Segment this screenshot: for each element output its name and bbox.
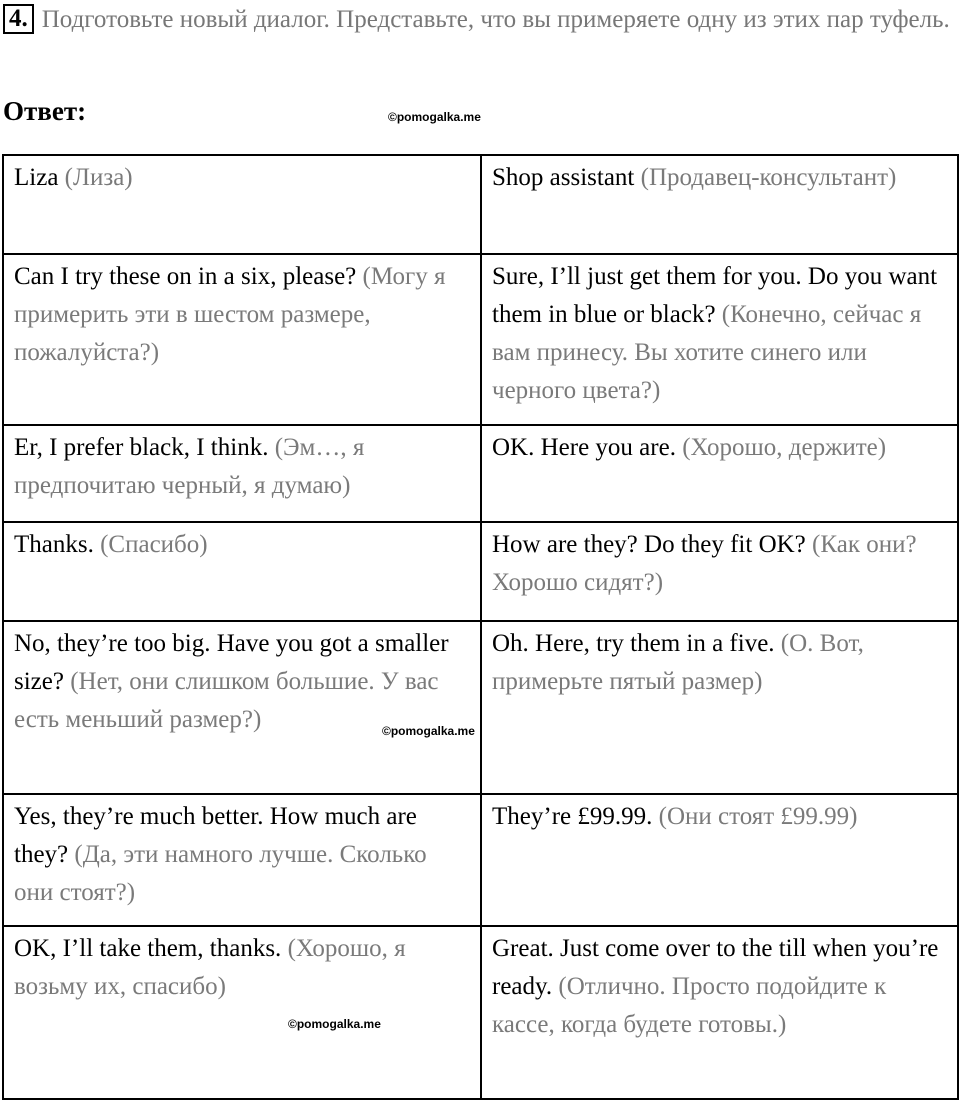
russian-translation: (Хорошо, держите)	[682, 434, 887, 461]
english-text: They’re £99.99.	[492, 803, 653, 830]
watermark: ©pomogalka.me	[388, 110, 481, 124]
russian-translation: (Лиза)	[64, 164, 133, 191]
table-row	[3, 155, 958, 254]
russian-translation: (О. Вот, примерьте пятый размер)	[492, 630, 864, 695]
dialog-table	[2, 154, 959, 1100]
assistant-line	[481, 522, 958, 621]
english-text: OK, I’ll take them, thanks.	[14, 935, 282, 962]
task-number: 4.	[3, 4, 34, 34]
english-text: No, they’re too big. Have you got a smaller size?	[14, 630, 449, 695]
table-row	[3, 794, 958, 926]
table-row	[3, 926, 958, 1099]
english-text: Yes, they’re much better. How much are they?	[14, 803, 417, 868]
russian-translation: (Они стоят £99.99)	[658, 803, 858, 830]
russian-translation: (Продавец-консультант)	[640, 164, 897, 191]
table-row	[3, 621, 958, 794]
assistant-line	[481, 254, 958, 425]
assistant-line	[481, 621, 958, 794]
speaker-cell-liza	[3, 155, 481, 254]
speaker-cell-shop-assistant	[481, 155, 958, 254]
task-instruction	[3, 2, 953, 38]
english-text: Sure, I’ll just get them for you. Do you want them in blue or black?	[492, 263, 938, 328]
english-text: Can I try these on in a six, please?	[14, 263, 357, 290]
liza-line	[3, 522, 481, 621]
russian-translation: (Да, эти намного лучше. Сколько они стоят?)	[14, 841, 427, 906]
assistant-line	[481, 425, 958, 522]
liza-line	[3, 254, 481, 425]
assistant-line	[481, 926, 958, 1099]
english-text: Thanks.	[14, 531, 94, 558]
english-text: Oh. Here, try them in a five.	[492, 630, 775, 657]
english-text: Shop assistant	[492, 164, 635, 191]
liza-line	[3, 794, 481, 926]
assistant-line	[481, 794, 958, 926]
russian-translation: (Спасибо)	[100, 531, 208, 558]
russian-translation: (Эм…, я предпочитаю черный, я думаю)	[14, 434, 365, 499]
table-row	[3, 425, 958, 522]
english-text: Er, I prefer black, I think.	[14, 434, 269, 461]
russian-translation: (Как они? Хорошо сидят?)	[492, 531, 917, 596]
task-text: Подготовьте новый диалог. Представьте, что вы примеряете одну из этих пар туфель.	[41, 6, 950, 33]
english-text: OK. Here you are.	[492, 434, 676, 461]
russian-translation: (Конечно, сейчас я вам принесу. Вы хотите синего или черного цвета?)	[492, 301, 922, 404]
english-text: Great. Just come over to the till when you’re ready.	[492, 935, 939, 1000]
russian-translation: (Нет, они слишком большие. У вас есть меньший размер?)	[14, 668, 439, 733]
liza-line	[3, 425, 481, 522]
english-text: Liza	[14, 164, 59, 191]
table-row	[3, 254, 958, 425]
liza-line	[3, 621, 481, 794]
answer-label: Ответ:	[3, 96, 87, 126]
english-text: How are they? Do they fit OK?	[492, 531, 806, 558]
russian-translation: (Отлично. Просто подойдите к кассе, когда будете готовы.)	[492, 973, 887, 1038]
liza-line	[3, 926, 481, 1099]
watermark: ©pomogalka.me	[382, 724, 475, 738]
russian-translation: (Могу я примерить эти в шестом размере, пожалуйста?)	[14, 263, 446, 366]
russian-translation: (Хорошо, я возьму их, спасибо)	[14, 935, 406, 1000]
table-row	[3, 522, 958, 621]
watermark: ©pomogalka.me	[288, 1017, 381, 1031]
